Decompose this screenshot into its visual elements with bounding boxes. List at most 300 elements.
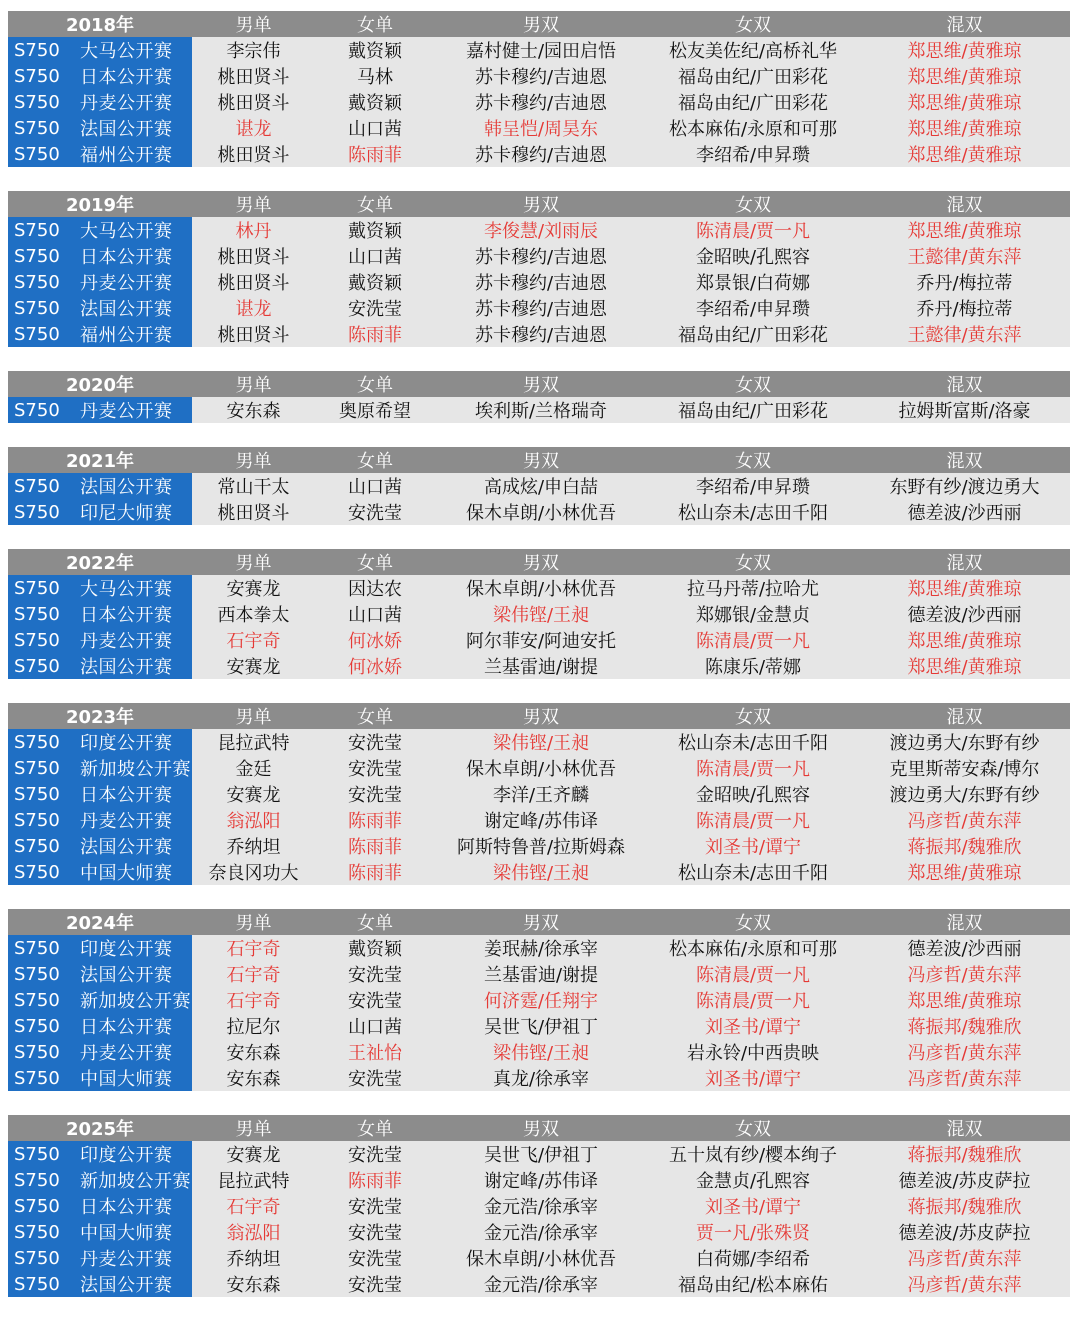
tournament-name: 新加坡公开赛: [68, 1167, 192, 1193]
tournament-level: S750: [8, 729, 68, 755]
column-header-womens-singles: 女单: [357, 707, 393, 728]
champion-womens-doubles: 陈清晨/贾一凡: [695, 759, 811, 780]
champion-mens-singles: 拉尼尔: [226, 1017, 281, 1038]
column-header-womens-singles: 女单: [357, 195, 393, 216]
champion-mens-doubles: 苏卡穆约/吉迪恩: [474, 325, 608, 346]
table-row: [8, 987, 1070, 1013]
champion-mens-singles: 乔纳坦: [226, 837, 281, 858]
column-header-womens-singles: 女单: [357, 375, 393, 396]
champion-mens-doubles: 保木卓朗/小林优吾: [465, 579, 617, 600]
champion-womens-doubles: 岩永铃/中西贵映: [686, 1043, 820, 1064]
champion-mixed-doubles: 乔丹/梅拉蒂: [916, 299, 1013, 320]
table-header-row: [8, 909, 1070, 935]
tournament-level: S750: [8, 653, 68, 679]
champion-womens-doubles: 李绍希/申昇瓒: [695, 145, 811, 166]
table-row: [8, 89, 1070, 115]
table-row: [8, 63, 1070, 89]
table-row: [8, 499, 1070, 525]
table-row: [8, 1271, 1070, 1297]
tournament-name: 印尼大师赛: [68, 499, 192, 525]
champion-mixed-doubles: 冯彦哲/黄东萍: [907, 1249, 1022, 1270]
champion-womens-singles: 安洗莹: [348, 299, 402, 320]
tournament-name: 日本公开赛: [68, 243, 192, 269]
champion-mens-singles: 昆拉武特: [217, 733, 290, 754]
tournament-level: S750: [8, 37, 68, 63]
column-header-mixed-doubles: 混双: [946, 451, 983, 472]
column-header-mens-doubles: 男双: [523, 1119, 559, 1140]
champion-mixed-doubles: 德差波/沙西丽: [907, 605, 1022, 626]
tournament-name: 丹麦公开赛: [68, 1245, 192, 1271]
champion-mixed-doubles: 东野有纱/渡边勇大: [889, 477, 1040, 498]
champion-mens-singles: 桃田贤斗: [217, 325, 290, 346]
table-header-row: [8, 1115, 1070, 1141]
champion-womens-singles: 安洗莹: [348, 1069, 402, 1090]
champion-mens-singles: 安赛龙: [226, 657, 281, 678]
champion-womens-doubles: 福岛由纪/广田彩花: [677, 401, 829, 422]
tournament-name: 福州公开赛: [68, 321, 192, 347]
table-row: [8, 269, 1070, 295]
column-header-mens-doubles: 男双: [523, 375, 559, 396]
column-header-mixed-doubles: 混双: [946, 375, 983, 396]
champion-mens-singles: 桃田贤斗: [217, 273, 290, 294]
year-table: [8, 371, 1070, 423]
tournament-level: S750: [8, 755, 68, 781]
champion-womens-singles: 戴资颖: [348, 93, 402, 114]
table-header-row: [8, 11, 1070, 37]
champion-womens-doubles: 郑娜银/金慧贞: [695, 605, 811, 626]
champion-mens-doubles: 何济霆/任翔宇: [483, 991, 599, 1012]
champion-womens-singles: 山口茜: [348, 119, 402, 140]
table-row: [8, 1013, 1070, 1039]
champion-womens-singles: 安洗莹: [348, 1249, 402, 1270]
tournament-name: 法国公开赛: [68, 295, 192, 321]
table-row: [8, 859, 1070, 885]
champion-mens-singles: 桃田贤斗: [217, 93, 290, 114]
champion-womens-singles: 安洗莹: [348, 503, 402, 524]
column-header-mens-doubles: 男双: [523, 553, 559, 574]
champion-womens-doubles: 刘圣书/谭宁: [704, 1017, 802, 1038]
champion-womens-doubles: 郑景银/白荷娜: [695, 273, 811, 294]
tournament-level: S750: [8, 295, 68, 321]
column-header-mixed-doubles: 混双: [946, 1119, 983, 1140]
tournament-level: S750: [8, 141, 68, 167]
tournament-name: 丹麦公开赛: [68, 1039, 192, 1065]
champion-mens-doubles: 阿尔菲安/阿迪安托: [465, 631, 617, 652]
table-row: [8, 729, 1070, 755]
tournament-level: S750: [8, 1271, 68, 1297]
year-label: 2019年: [65, 195, 135, 216]
tournament-name: 大马公开赛: [68, 575, 192, 601]
tournament-level: S750: [8, 1245, 68, 1271]
table-row: [8, 37, 1070, 63]
champion-womens-singles: 山口茜: [348, 477, 402, 498]
tournament-name: 法国公开赛: [68, 1271, 192, 1297]
champion-womens-singles: 因达农: [348, 579, 402, 600]
champion-womens-doubles: 金昭映/孔熙容: [695, 247, 811, 268]
table-header-row: [8, 371, 1070, 397]
table-row: [8, 653, 1070, 679]
tournament-level: S750: [8, 601, 68, 627]
table-row: [8, 473, 1070, 499]
champion-womens-singles: 戴资颖: [348, 221, 402, 242]
table-row: [8, 321, 1070, 347]
table-header-row: [8, 703, 1070, 729]
tournament-level: S750: [8, 935, 68, 961]
champion-mens-doubles: 真龙/徐承宰: [492, 1069, 590, 1090]
champion-womens-singles: 山口茜: [348, 247, 402, 268]
champion-mens-doubles: 金元浩/徐承宰: [483, 1275, 599, 1296]
tournament-name: 法国公开赛: [68, 473, 192, 499]
champion-mens-doubles: 兰基雷迪/谢提: [483, 965, 599, 986]
champion-womens-doubles: 刘圣书/谭宁: [704, 1069, 802, 1090]
champion-mixed-doubles: 郑思维/黄雅琼: [907, 579, 1022, 600]
champion-mixed-doubles: 冯彦哲/黄东萍: [907, 811, 1022, 832]
table-row: [8, 1193, 1070, 1219]
tournament-name: 印度公开赛: [68, 729, 192, 755]
champion-womens-doubles: 白荷娜/李绍希: [695, 1249, 811, 1270]
champion-mixed-doubles: 冯彦哲/黄东萍: [907, 1043, 1022, 1064]
champion-mixed-doubles: 郑思维/黄雅琼: [907, 657, 1022, 678]
champion-mens-doubles: 韩呈恺/周昊东: [483, 119, 599, 140]
tournament-level: S750: [8, 807, 68, 833]
champion-mens-singles: 常山干太: [217, 477, 290, 498]
column-header-womens-singles: 女单: [357, 913, 393, 934]
tournament-level: S750: [8, 63, 68, 89]
champion-womens-doubles: 福岛由纪/广田彩花: [677, 93, 829, 114]
champion-womens-singles: 安洗莹: [348, 1197, 402, 1218]
champion-mixed-doubles: 郑思维/黄雅琼: [907, 119, 1022, 140]
column-header-mens-singles: 男单: [235, 451, 272, 472]
tournament-name: 新加坡公开赛: [68, 987, 192, 1013]
table-row: [8, 1141, 1070, 1167]
champion-womens-doubles: 贾一凡/张殊贤: [695, 1223, 811, 1244]
champion-mens-singles: 石宇奇: [226, 939, 281, 960]
champion-mens-doubles: 保木卓朗/小林优吾: [465, 503, 617, 524]
tournament-level: S750: [8, 781, 68, 807]
column-header-mens-singles: 男单: [235, 553, 272, 574]
champion-womens-doubles: 松本麻佑/永原和可那: [668, 119, 838, 140]
tournament-level: S750: [8, 397, 68, 423]
champion-mixed-doubles: 蒋振邦/魏雅欣: [907, 1197, 1022, 1218]
tournament-level: S750: [8, 1141, 68, 1167]
champion-womens-doubles: 松本麻佑/永原和可那: [668, 939, 838, 960]
champion-womens-singles: 安洗莹: [348, 991, 402, 1012]
tournament-name: 丹麦公开赛: [68, 807, 192, 833]
champion-mixed-doubles: 冯彦哲/黄东萍: [907, 965, 1022, 986]
column-header-womens-doubles: 女双: [735, 375, 771, 396]
table-header-row: [8, 549, 1070, 575]
champion-womens-singles: 山口茜: [348, 1017, 402, 1038]
champion-mens-doubles: 梁伟铿/王昶: [492, 863, 590, 884]
champion-womens-singles: 何冰娇: [348, 657, 402, 678]
tournament-name: 日本公开赛: [68, 63, 192, 89]
column-header-mens-singles: 男单: [235, 15, 272, 36]
table-row: [8, 781, 1070, 807]
champion-womens-doubles: 金昭映/孔熙容: [695, 785, 811, 806]
champion-womens-singles: 安洗莹: [348, 785, 402, 806]
champion-mens-doubles: 谢定峰/苏伟译: [483, 811, 599, 832]
table-row: [8, 141, 1070, 167]
tournament-level: S750: [8, 115, 68, 141]
champion-womens-singles: 安洗莹: [348, 1275, 402, 1296]
champion-mens-singles: 金廷: [235, 759, 272, 780]
champion-mens-doubles: 梁伟铿/王昶: [492, 605, 590, 626]
champion-mens-doubles: 李洋/王齐麟: [492, 785, 590, 806]
champion-womens-doubles: 拉马丹蒂/拉哈尤: [686, 579, 820, 600]
champion-womens-singles: 王祉怡: [348, 1043, 402, 1064]
champion-mens-singles: 石宇奇: [226, 631, 281, 652]
column-header-mens-singles: 男单: [235, 195, 272, 216]
tournament-level: S750: [8, 627, 68, 653]
column-header-womens-doubles: 女双: [735, 913, 771, 934]
tournament-name: 日本公开赛: [68, 781, 192, 807]
champion-mixed-doubles: 郑思维/黄雅琼: [907, 631, 1022, 652]
champion-mixed-doubles: 冯彦哲/黄东萍: [907, 1275, 1022, 1296]
champion-mixed-doubles: 乔丹/梅拉蒂: [916, 273, 1013, 294]
table-row: [8, 243, 1070, 269]
champion-womens-doubles: 松山奈未/志田千阳: [677, 733, 829, 754]
column-header-mixed-doubles: 混双: [946, 913, 983, 934]
year-table: [8, 447, 1070, 525]
year-label: 2025年: [65, 1119, 135, 1140]
table-header-row: [8, 191, 1070, 217]
column-header-womens-singles: 女单: [357, 553, 393, 574]
year-label: 2018年: [65, 15, 135, 36]
table-row: [8, 1219, 1070, 1245]
tournament-level: S750: [8, 1065, 68, 1091]
champion-womens-singles: 陈雨菲: [348, 863, 402, 884]
tournament-level: S750: [8, 1193, 68, 1219]
champion-womens-doubles: 陈康乐/蒂娜: [704, 657, 802, 678]
champion-mixed-doubles: 德差波/苏皮萨拉: [898, 1223, 1031, 1244]
column-header-womens-doubles: 女双: [735, 451, 771, 472]
champion-mixed-doubles: 渡边勇大/东野有纱: [889, 733, 1040, 754]
champion-mixed-doubles: 德差波/苏皮萨拉: [898, 1171, 1031, 1192]
champion-mens-singles: 谌龙: [235, 119, 272, 140]
champion-womens-doubles: 福岛由纪/广田彩花: [677, 67, 829, 88]
column-header-mens-singles: 男单: [235, 1119, 272, 1140]
tournament-level: S750: [8, 833, 68, 859]
table-row: [8, 217, 1070, 243]
champion-mixed-doubles: 王懿律/黄东萍: [907, 325, 1022, 346]
year-label: 2022年: [65, 553, 135, 574]
champion-mens-singles: 安东森: [226, 401, 281, 422]
champion-womens-doubles: 松山奈未/志田千阳: [677, 863, 829, 884]
champion-womens-doubles: 陈清晨/贾一凡: [695, 811, 811, 832]
year-label: 2024年: [65, 913, 135, 934]
champion-womens-singles: 戴资颖: [348, 273, 402, 294]
champion-mens-doubles: 李俊慧/刘雨辰: [483, 221, 599, 242]
column-header-mixed-doubles: 混双: [946, 553, 983, 574]
champion-womens-singles: 奥原希望: [339, 401, 411, 422]
champion-mens-doubles: 埃利斯/兰格瑞奇: [474, 401, 608, 422]
champion-womens-doubles: 陈清晨/贾一凡: [695, 965, 811, 986]
champion-mixed-doubles: 郑思维/黄雅琼: [907, 93, 1022, 114]
tournament-name: 中国大师赛: [68, 859, 192, 885]
champion-mixed-doubles: 蒋振邦/魏雅欣: [907, 1017, 1022, 1038]
champion-womens-doubles: 福岛由纪/松本麻佑: [677, 1275, 829, 1296]
table-row: [8, 295, 1070, 321]
column-header-mens-doubles: 男双: [523, 195, 559, 216]
champion-mixed-doubles: 郑思维/黄雅琼: [907, 221, 1022, 242]
tournament-name: 法国公开赛: [68, 115, 192, 141]
tournament-name: 丹麦公开赛: [68, 89, 192, 115]
champion-mixed-doubles: 冯彦哲/黄东萍: [907, 1069, 1022, 1090]
column-header-mens-singles: 男单: [235, 375, 272, 396]
tournament-name: 丹麦公开赛: [68, 627, 192, 653]
tournament-name: 大马公开赛: [68, 217, 192, 243]
champion-mens-doubles: 梁伟铿/王昶: [492, 733, 590, 754]
champion-mens-singles: 桃田贤斗: [217, 503, 290, 524]
column-header-womens-doubles: 女双: [735, 195, 771, 216]
year-label: 2021年: [65, 451, 135, 472]
champion-womens-doubles: 李绍希/申昇瓒: [695, 477, 811, 498]
champion-womens-doubles: 李绍希/申昇瓒: [695, 299, 811, 320]
year-table: [8, 703, 1070, 885]
tournament-name: 丹麦公开赛: [68, 269, 192, 295]
champion-mens-singles: 石宇奇: [226, 991, 281, 1012]
champion-mens-doubles: 兰基雷迪/谢提: [483, 657, 599, 678]
tournament-level: S750: [8, 473, 68, 499]
table-row: [8, 833, 1070, 859]
column-header-womens-doubles: 女双: [735, 553, 771, 574]
champion-mens-singles: 安赛龙: [226, 1145, 281, 1166]
table-row: [8, 1167, 1070, 1193]
champion-womens-doubles: 陈清晨/贾一凡: [695, 991, 811, 1012]
champion-mens-singles: 石宇奇: [226, 965, 281, 986]
champion-mens-doubles: 苏卡穆约/吉迪恩: [474, 67, 608, 88]
champion-womens-singles: 安洗莹: [348, 733, 402, 754]
tournament-name: 中国大师赛: [68, 1219, 192, 1245]
tournament-level: S750: [8, 321, 68, 347]
champion-womens-singles: 陈雨菲: [348, 811, 402, 832]
champion-mens-singles: 翁泓阳: [226, 1223, 281, 1244]
champion-mens-doubles: 姜珉赫/徐承宰: [483, 939, 599, 960]
column-header-mens-doubles: 男双: [523, 15, 559, 36]
tournament-level: S750: [8, 987, 68, 1013]
champion-womens-singles: 安洗莹: [348, 965, 402, 986]
tournament-level: S750: [8, 269, 68, 295]
tournament-level: S750: [8, 217, 68, 243]
tournament-name: 日本公开赛: [68, 601, 192, 627]
champion-mens-doubles: 高成炫/申白喆: [483, 477, 599, 498]
champion-mens-singles: 安赛龙: [226, 785, 281, 806]
year-label: 2023年: [65, 707, 135, 728]
year-label: 2020年: [65, 375, 135, 396]
champion-womens-singles: 陈雨菲: [348, 145, 402, 166]
table-row: [8, 575, 1070, 601]
table-row: [8, 1065, 1070, 1091]
tournament-name: 法国公开赛: [68, 961, 192, 987]
champion-mens-singles: 谌龙: [235, 299, 272, 320]
table-row: [8, 935, 1070, 961]
champion-mens-singles: 林丹: [235, 221, 272, 242]
column-header-mixed-doubles: 混双: [946, 195, 983, 216]
champion-mens-doubles: 谢定峰/苏伟译: [483, 1171, 599, 1192]
year-table: [8, 909, 1070, 1091]
champion-mixed-doubles: 克里斯蒂安森/博尔: [889, 759, 1040, 780]
champion-mixed-doubles: 蒋振邦/魏雅欣: [907, 837, 1022, 858]
tournament-name: 大马公开赛: [68, 37, 192, 63]
year-table: [8, 191, 1070, 347]
champion-womens-doubles: 刘圣书/谭宁: [704, 837, 802, 858]
tournament-name: 法国公开赛: [68, 833, 192, 859]
champion-womens-doubles: 陈清晨/贾一凡: [695, 631, 811, 652]
champion-mens-doubles: 吴世飞/伊祖丁: [483, 1145, 599, 1166]
tournament-name: 日本公开赛: [68, 1193, 192, 1219]
champion-womens-doubles: 金慧贞/孔熙容: [695, 1171, 811, 1192]
champion-mixed-doubles: 郑思维/黄雅琼: [907, 145, 1022, 166]
table-row: [8, 601, 1070, 627]
tournament-name: 印度公开赛: [68, 935, 192, 961]
table-row: [8, 807, 1070, 833]
year-table: [8, 1115, 1070, 1297]
champion-mixed-doubles: 拉姆斯富斯/洛豪: [898, 401, 1031, 422]
tournament-name: 中国大师赛: [68, 1065, 192, 1091]
champion-mens-singles: 桃田贤斗: [217, 145, 290, 166]
champion-womens-singles: 安洗莹: [348, 1145, 402, 1166]
tournament-name: 日本公开赛: [68, 1013, 192, 1039]
tournament-level: S750: [8, 243, 68, 269]
column-header-mens-doubles: 男双: [523, 707, 559, 728]
table-row: [8, 115, 1070, 141]
table-row: [8, 397, 1070, 423]
table-row: [8, 1039, 1070, 1065]
tournament-level: S750: [8, 575, 68, 601]
column-header-womens-singles: 女单: [357, 451, 393, 472]
champion-mixed-doubles: 郑思维/黄雅琼: [907, 991, 1022, 1012]
champion-mens-doubles: 苏卡穆约/吉迪恩: [474, 145, 608, 166]
champion-mixed-doubles: 郑思维/黄雅琼: [907, 41, 1022, 62]
tournament-level: S750: [8, 1013, 68, 1039]
champion-mens-doubles: 吴世飞/伊祖丁: [483, 1017, 599, 1038]
champion-mens-doubles: 苏卡穆约/吉迪恩: [474, 247, 608, 268]
champion-mens-doubles: 苏卡穆约/吉迪恩: [474, 299, 608, 320]
champion-mixed-doubles: 德差波/沙西丽: [907, 503, 1022, 524]
champion-mens-singles: 安东森: [226, 1275, 281, 1296]
column-header-womens-doubles: 女双: [735, 707, 771, 728]
champion-mens-singles: 奈良冈功大: [208, 863, 299, 884]
champion-mixed-doubles: 渡边勇大/东野有纱: [889, 785, 1040, 806]
column-header-womens-doubles: 女双: [735, 1119, 771, 1140]
champion-mens-singles: 桃田贤斗: [217, 67, 290, 88]
champion-womens-doubles: 陈清晨/贾一凡: [695, 221, 811, 242]
champion-mixed-doubles: 蒋振邦/魏雅欣: [907, 1145, 1022, 1166]
champion-mixed-doubles: 王懿律/黄东萍: [907, 247, 1022, 268]
champion-womens-doubles: 松山奈未/志田千阳: [677, 503, 829, 524]
champion-womens-singles: 马林: [357, 67, 393, 88]
champion-womens-doubles: 刘圣书/谭宁: [704, 1197, 802, 1218]
champion-mens-singles: 石宇奇: [226, 1197, 281, 1218]
tournament-level: S750: [8, 89, 68, 115]
champion-mixed-doubles: 德差波/沙西丽: [907, 939, 1022, 960]
champion-mens-doubles: 保木卓朗/小林优吾: [465, 759, 617, 780]
champion-mens-singles: 安东森: [226, 1069, 281, 1090]
champion-womens-singles: 戴资颖: [348, 939, 402, 960]
champion-mens-doubles: 金元浩/徐承宰: [483, 1223, 599, 1244]
year-table: [8, 11, 1070, 167]
champion-mixed-doubles: 郑思维/黄雅琼: [907, 67, 1022, 88]
column-header-mixed-doubles: 混双: [946, 707, 983, 728]
tournament-level: S750: [8, 1039, 68, 1065]
champion-womens-singles: 陈雨菲: [348, 1171, 402, 1192]
champion-womens-singles: 陈雨菲: [348, 837, 402, 858]
tournament-name: 福州公开赛: [68, 141, 192, 167]
table-row: [8, 755, 1070, 781]
champion-mixed-doubles: 郑思维/黄雅琼: [907, 863, 1022, 884]
champion-womens-doubles: 松友美佐纪/高桥礼华: [668, 41, 838, 62]
table-row: [8, 1245, 1070, 1271]
